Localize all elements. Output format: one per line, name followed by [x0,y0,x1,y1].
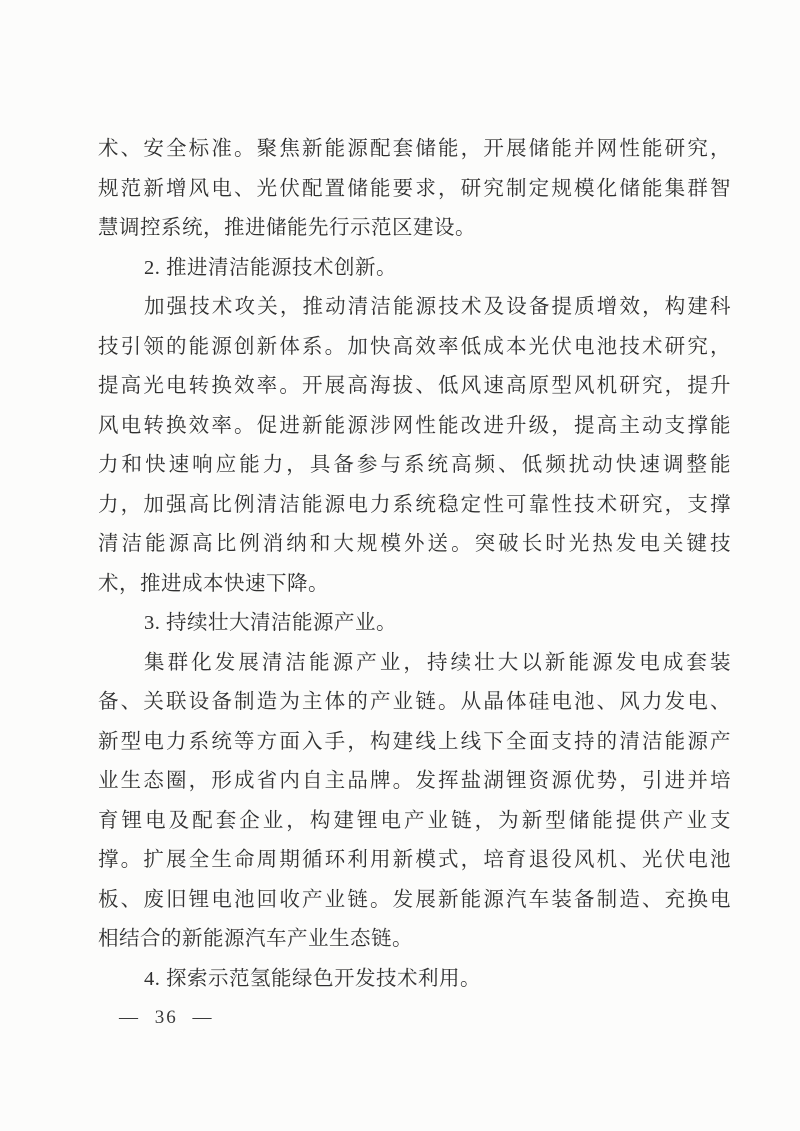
text-line: 集群化发展清洁能源产业，持续壮大以新能源发电成套装 [144,651,731,674]
heading-line: 3. 持续壮大清洁能源产业。 [144,612,397,634]
text-line: 提高光电转换效率。开展高海拔、低风速高原型风机研究，提升 [98,375,731,397]
text-line: 备、关联设备制造为主体的产业链。从晶体硅电池、风力发电、 [98,691,731,713]
text-line: 育锂电及配套企业，构建锂电产业链，为新型储能提供产业支 [98,809,731,832]
page-number: — 36 — [119,1007,214,1028]
text-line: 术，推进成本快速下降。 [98,572,329,595]
text-line: 板、废旧锂电池回收产业链。发展新能源汽车装备制造、充换电 [98,888,731,911]
text-line: 清洁能源高比例消纳和大规模外送。突破长时光热发电关键技 [98,533,731,555]
text-line: 风电转换效率。促进新能源涉网性能改进升级，提高主动支撑能 [98,414,731,437]
text-line: 业生态圈，形成省内自主品牌。发挥盐湖锂资源优势，引进并培 [98,770,731,792]
text-line: 术、安全标准。聚焦新能源配套储能，开展储能并网性能研究， [98,138,731,160]
text-line: 慧调控系统，推进储能先行示范区建设。 [98,217,476,239]
text-line: 力和快速响应能力，具备参与系统高频、低频扰动快速调整能 [98,454,731,476]
text-line: 力，加强高比例清洁能源电力系统稳定性可靠性技术研究，支撑 [98,493,731,516]
page-footer [119,1003,214,1033]
text-line: 技引领的能源创新体系。加快高效率低成本光伏电池技术研究， [98,335,731,358]
text-line: 相结合的新能源汽车产业生态链。 [98,928,413,950]
text-line: 新型电力系统等方面入手，构建线上线下全面支持的清洁能源产 [98,730,731,753]
text-line: 加强技术攻关，推动清洁能源技术及设备提质增效，构建科 [144,296,731,318]
text-line: 规范新增风电、光伏配置储能要求，研究制定规模化储能集群智 [98,177,731,200]
text-line: 撑。扩展全生命周期循环利用新模式，培育退役风机、光伏电池 [98,849,731,871]
heading-line: 2. 推进清洁能源技术创新。 [144,256,397,279]
document-body [98,130,731,999]
heading-line: 4. 探索示范氢能绿色开发技术利用。 [144,967,481,990]
